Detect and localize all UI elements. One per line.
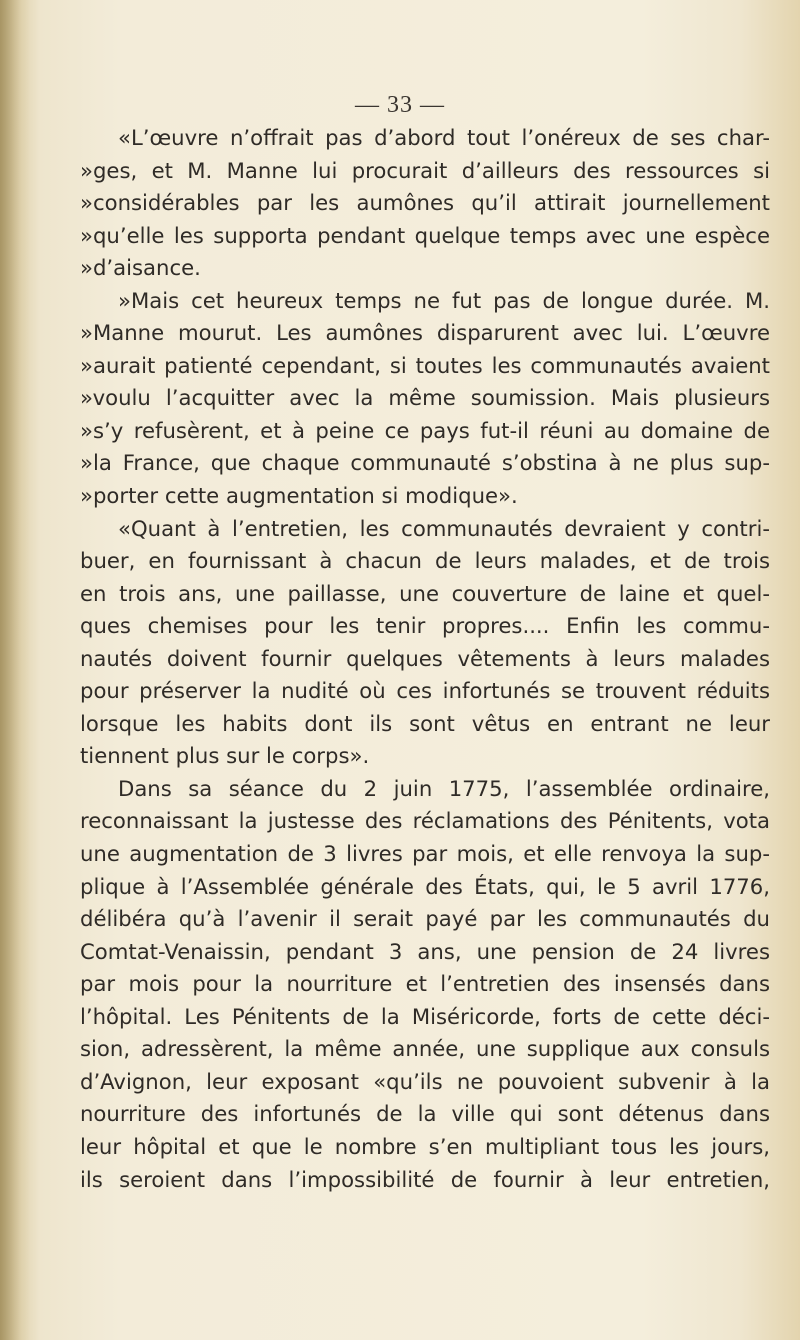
text-line: ils seroient dans l’impossibilité de fournir à leur entretien, xyxy=(80,1166,770,1192)
text-line: lorsque les habits dont ils sont vêtus en entrant ne leur xyxy=(80,710,770,736)
text-line: délibéra qu’à l’avenir il serait payé par les communautés du xyxy=(80,906,770,932)
text-line: »voulu l’acquitter avec la même soumission. Mais plusieurs xyxy=(80,385,770,411)
page-edge-shadow xyxy=(0,0,30,1340)
text-line: ques chemises pour les tenir propres.... Enfin les commu- xyxy=(80,613,770,639)
text-line: buer, en fournissant à chacun de leurs malades, et de trois xyxy=(80,548,770,574)
text-line: »ges, et M. Manne lui procurait d’ailleurs des ressources si xyxy=(80,157,770,183)
text-line: «Quant à l’entretien, les communautés devraient y contri- xyxy=(118,515,770,541)
text-line: reconnaissant la justesse des réclamations des Pénitents, vota xyxy=(80,808,770,834)
text-line: »aurait patienté cependant, si toutes les communautés avaient xyxy=(80,352,770,378)
text-line: plique à l’Assemblée générale des États, qui, le 5 avril 1776, xyxy=(80,873,770,899)
text-line: tiennent plus sur le corps». xyxy=(80,743,370,769)
text-line: »porter cette augmentation si modique». xyxy=(80,483,518,509)
text-line: leur hôpital et que le nombre s’en multipliant tous les jours, xyxy=(80,1133,770,1159)
text-line: nautés doivent fournir quelques vêtements à leurs malades xyxy=(80,645,770,671)
page-number: — 33 — xyxy=(355,92,445,118)
text-line: »Mais cet heureux temps ne fut pas de longue durée. M. xyxy=(118,287,770,313)
text-line: d’Avignon, leur exposant «qu’ils ne pouvoient subvenir à la xyxy=(80,1068,770,1094)
text-line: Dans sa séance du 2 juin 1775, l’assemblée ordinaire, xyxy=(118,775,770,801)
text-line: »Manne mourut. Les aumônes disparurent avec lui. L’œuvre xyxy=(80,320,770,346)
text-line: par mois pour la nourriture et l’entretien des insensés dans xyxy=(80,971,770,997)
text-line: une augmentation de 3 livres par mois, et elle renvoya la sup- xyxy=(80,841,770,867)
text-line: l’hôpital. Les Pénitents de la Miséricorde, forts de cette déci- xyxy=(80,1003,770,1029)
text-line: »considérables par les aumônes qu’il attirait journellement xyxy=(80,190,770,216)
text-line: »la France, que chaque communauté s’obstina à ne plus sup- xyxy=(80,450,770,476)
text-line: »qu’elle les supporta pendant quelque temps avec une espèce xyxy=(80,222,770,248)
body-text xyxy=(80,122,770,1196)
text-line: »d’aisance. xyxy=(80,255,201,281)
text-line: nourriture des infortunés de la ville qui sont détenus dans xyxy=(80,1101,770,1127)
text-line: Comtat-Venaissin, pendant 3 ans, une pension de 24 livres xyxy=(80,938,770,964)
text-line: en trois ans, une paillasse, une couverture de laine et quel- xyxy=(80,580,770,606)
text-line: pour préserver la nudité où ces infortunés se trouvent réduits xyxy=(80,678,770,704)
text-line: «L’œuvre n’offrait pas d’abord tout l’onéreux de ses char- xyxy=(118,125,770,150)
text-line: sion, adressèrent, la même année, une supplique aux consuls xyxy=(80,1036,770,1062)
text-line: »s’y refusèrent, et à peine ce pays fut-il réuni au domaine de xyxy=(80,417,770,443)
